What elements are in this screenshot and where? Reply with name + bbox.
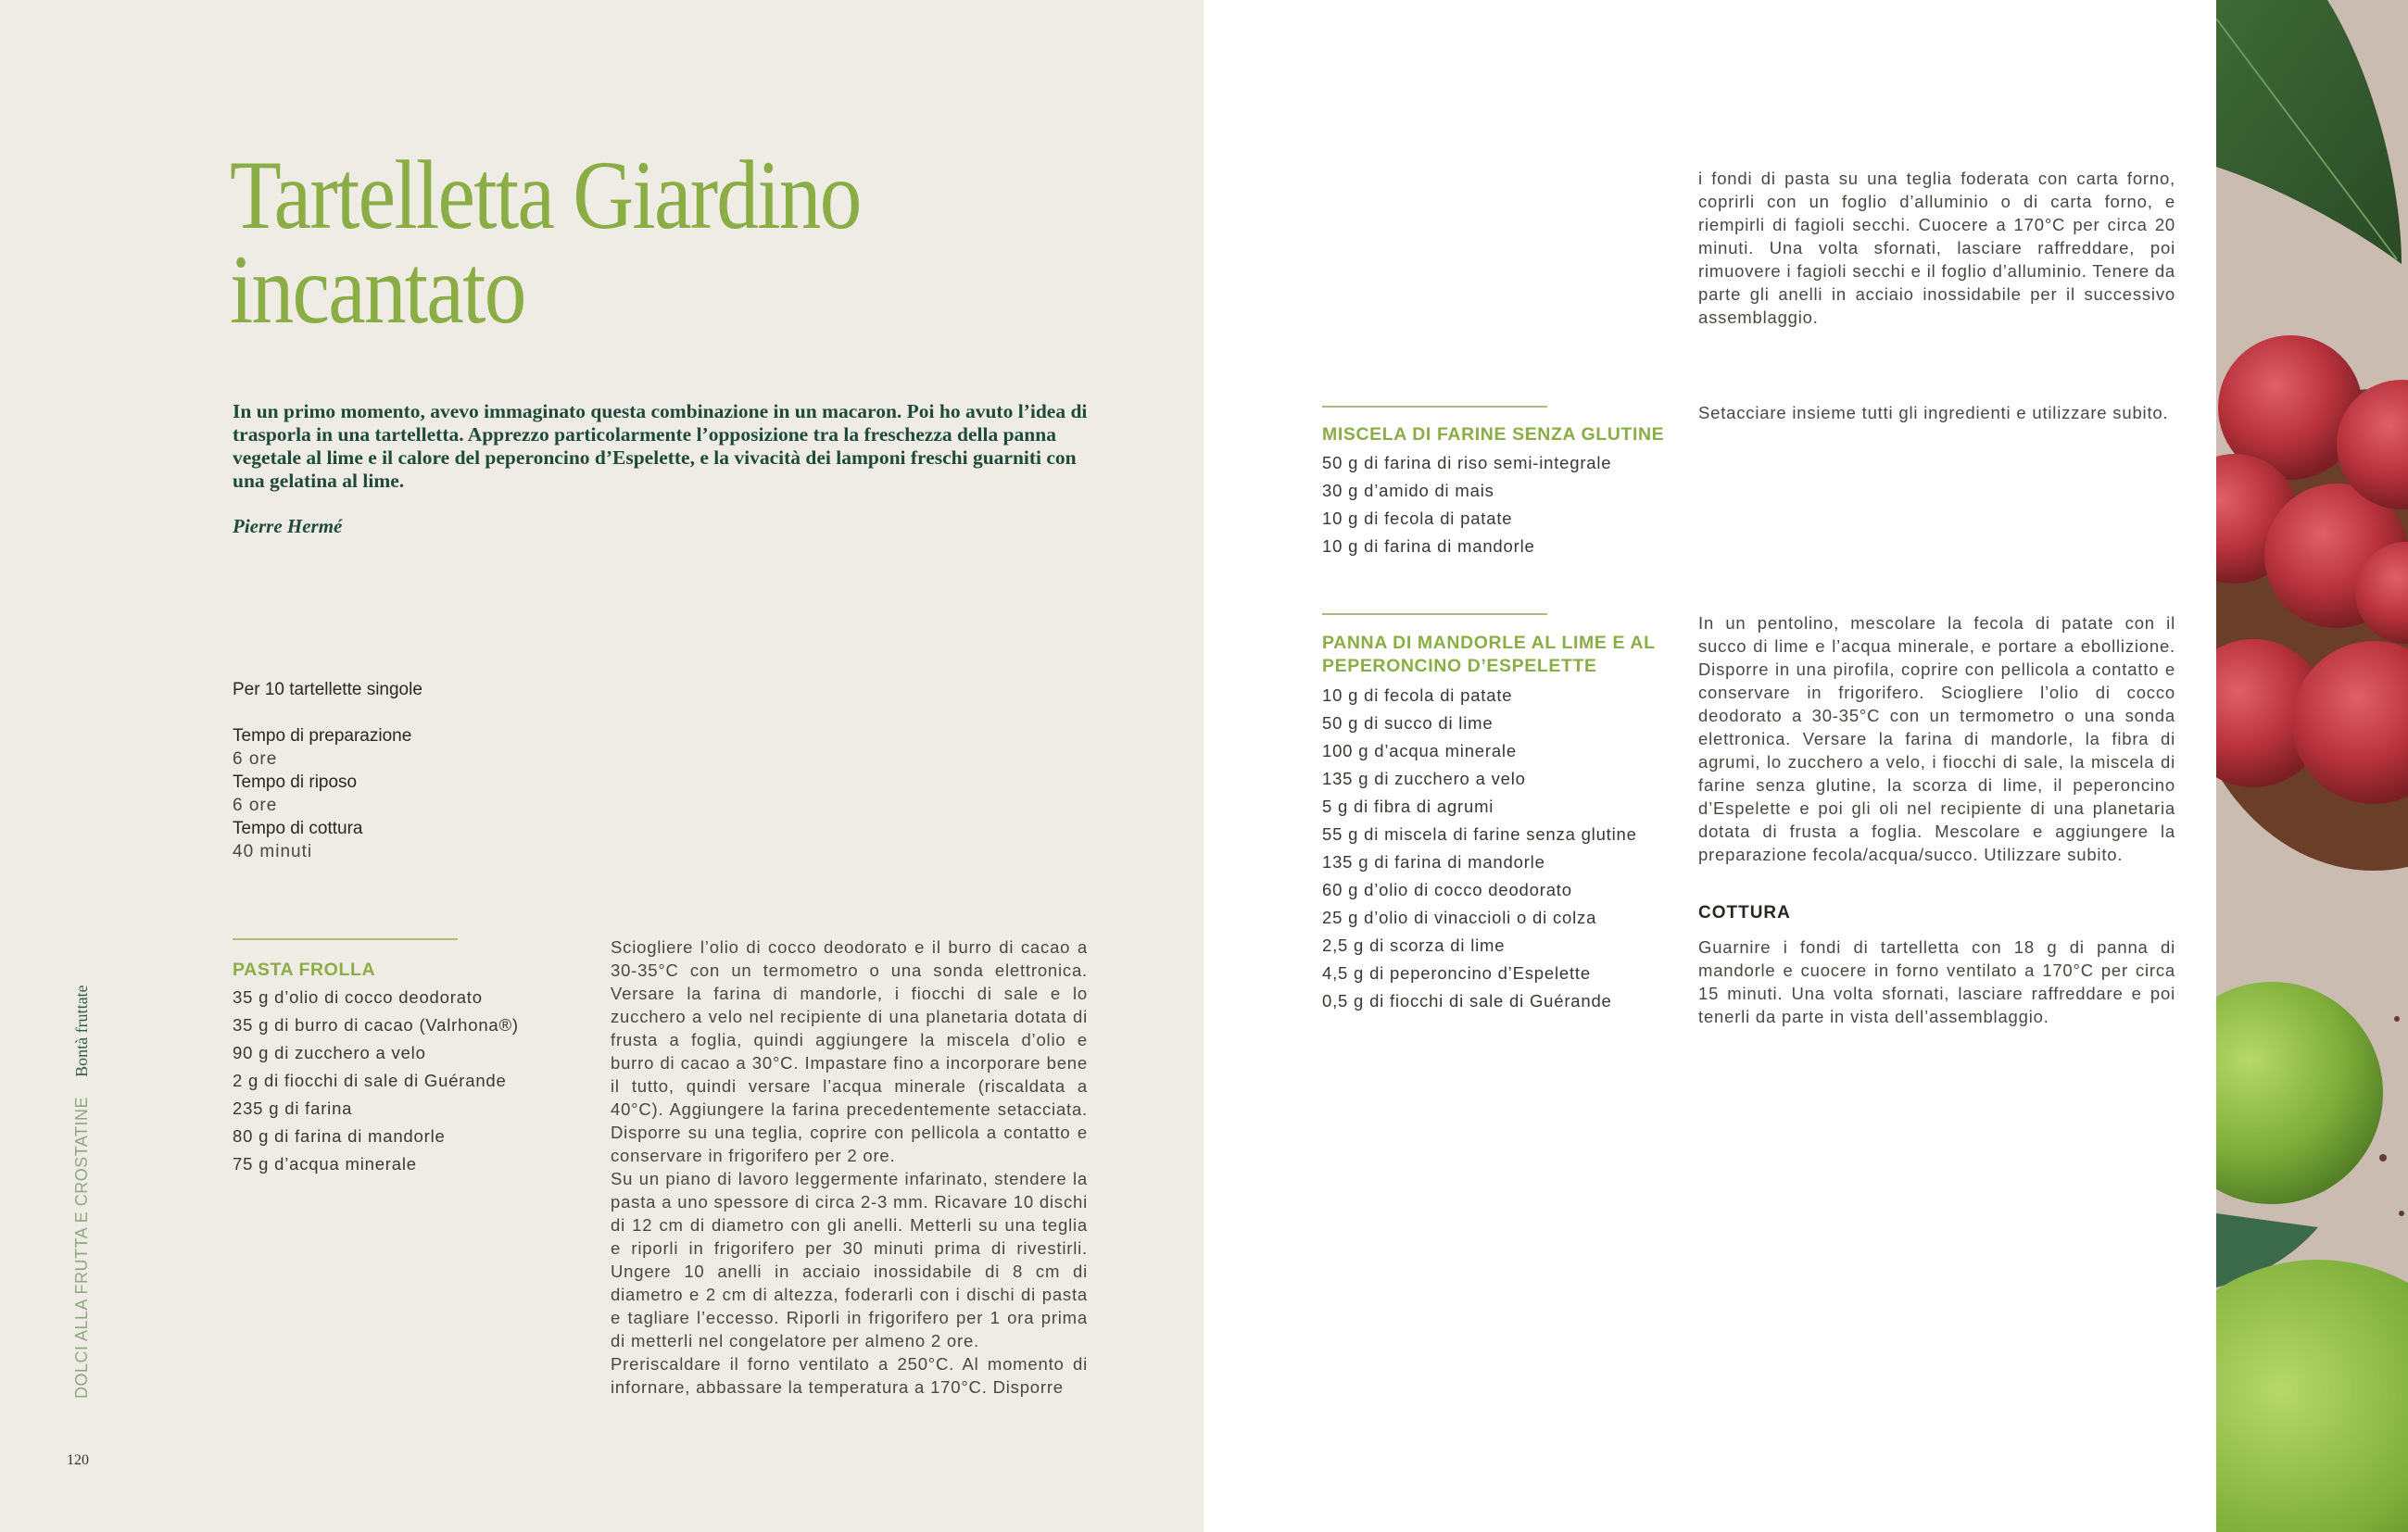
time-value: 40 minuti — [233, 842, 313, 861]
section-divider — [1322, 613, 1547, 615]
time-value: 6 ore — [233, 749, 278, 769]
ingredient: 2,5 g di scorza di lime — [1322, 936, 1506, 955]
time-label: Tempo di cottura — [233, 819, 363, 838]
ingredient: 10 g di fecola di patate — [1322, 685, 1513, 705]
ingredient-list-panna — [1322, 682, 1637, 1015]
method-pasta-frolla — [611, 936, 1088, 1399]
ingredient: 55 g di miscela di farine senza glutine — [1322, 824, 1637, 844]
method-paragraph: Su un piano di lavoro leggermente infarinato, stendere la pasta a uno spessore di circa 2-3 mm. Ricavare 10 dischi di 12 cm di diametro con gli anelli. Metterli su una teglia e riporli in frigorifero per 30 minuti prima di rivestirli. Ungere 10 anelli in acciaio inossidabile di 8 cm di diametro e 2 cm di altezza, foderarli con i dischi di pasta e tagliare l’eccesso. Riporli in frigorifero per 1 ora prima di metterli nel congelatore per almeno 2 ore. — [611, 1169, 1088, 1350]
method-paragraph: In un pentolino, mescolare la fecola di patate con il succo di lime e l’acqua minerale, e portare a ebollizione. Disporre in una pirofila, coprire con pellicola a contatto e conservare in frigorifero. Sciogliere l’olio di cocco deodorato a 30-35°C con un termometro o una sonda elettronica. Versare la farina di mandorle, la fibra di agrumi, lo zucchero a velo, i fiocchi di sale, la miscela di farine senza glutine, la scorza di lime, il peperoncino d’Espelette e poi gli oli nel recipiente di una planetaria dotata di frusta a foglia. Mescolare e aggiungere la preparazione fecola/acqua/succo. Utilizzare subito. — [1698, 613, 2175, 864]
ingredient: 10 g di fecola di patate — [1322, 509, 1513, 528]
yield: Per 10 tartellette singole — [233, 680, 422, 699]
section-title-line: PANNA DI MANDORLE AL LIME E AL — [1322, 633, 1656, 653]
recipe-title — [230, 141, 861, 344]
ingredient: 2 g di fiocchi di sale di Guérande — [233, 1071, 507, 1090]
ingredient: 60 g d’olio di cocco deodorato — [1322, 880, 1572, 899]
ingredient: 35 g di burro di cacao (Valrhona®) — [233, 1015, 519, 1035]
time-label: Tempo di preparazione — [233, 726, 412, 746]
method-continued — [1698, 167, 2175, 329]
ingredient: 75 g d’acqua minerale — [233, 1154, 417, 1174]
ingredient: 10 g di farina di mandorle — [1322, 536, 1535, 556]
right-page — [1204, 0, 2216, 1532]
section-title-panna — [1322, 632, 1656, 678]
ingredient: 25 g d’olio di vinaccioli o di colza — [1322, 908, 1597, 927]
method-cottura — [1698, 936, 2175, 1028]
page-number: 120 — [67, 1452, 89, 1468]
raspberry-lime-tart-photo — [2216, 0, 2408, 1532]
chapter-name: DOLCI ALLA FRUTTA E CROSTATINE — [72, 1096, 91, 1399]
method-paragraph: Sciogliere l’olio di cocco deodorato e il burro di cacao a 30-35°C con un termometro o una sonda elettronica. Versare la farina di mandorle, i fiocchi di sale e lo zucchero a velo nel recipiente di una planetaria dotata di frusta a foglia, quindi aggiungere la miscela d’olio e burro di cacao a 30°C. Impastare fino a incorporare bene il tutto, quindi versare l’acqua minerale (riscaldata a 40°C). Aggiungere la farina precedentemente setacciata. Disporre su una teglia, coprire con pellicola a contatto e conservare in frigorifero per 2 ore. — [611, 937, 1088, 1165]
ingredient: 135 g di farina di mandorle — [1322, 852, 1545, 872]
method-miscela — [1698, 401, 2175, 424]
method-panna — [1698, 611, 2175, 866]
title-line-1: Tartelletta Giardino — [230, 141, 861, 249]
ingredient: 5 g di fibra di agrumi — [1322, 797, 1494, 816]
section-title-line: PEPERONCINO D’ESPELETTE — [1322, 656, 1597, 676]
title-line-2: incantato — [230, 235, 525, 344]
intro-paragraph: In un primo momento, avevo immaginato questa combinazione in un macaron. Poi ho avuto l’idea di trasporla in una tartelletta. Apprezzo particolarmente l’opposizione tra la freschezza della panna vegetale al lime e il calore del peperoncino d’Espelette, e la vivacità dei lamponi freschi guarniti con una gelatina al lime. — [233, 400, 1088, 492]
ingredient: 50 g di farina di riso semi-integrale — [1322, 453, 1612, 472]
cottura-title: COTTURA — [1698, 903, 1791, 923]
method-paragraph: i fondi di pasta su una teglia foderata con carta forno, coprirli con un foglio d’alluminio o di carta forno, e riempirli di fagioli secchi. Cuocere a 170°C per circa 20 minuti. Una volta sfornati, lasciare raffreddare, poi rimuovere i fagioli secchi e il foglio d’alluminio. Tenere da parte gli anelli in acciaio inossidabile per il successivo assemblaggio. — [1698, 169, 2175, 327]
section-title-pasta-frolla: PASTA FROLLA — [233, 960, 376, 980]
running-head — [72, 985, 92, 1399]
section-divider — [233, 938, 458, 940]
recipe-photo — [2216, 0, 2408, 1532]
ingredient: 4,5 g di peperoncino d’Espelette — [1322, 963, 1591, 983]
method-paragraph: Setacciare insieme tutti gli ingredienti e utilizzare subito. — [1698, 403, 2169, 422]
method-paragraph: Guarnire i fondi di tartelletta con 18 g di panna di mandorle e cuocere in forno ventilato a 170°C per circa 15 minuti. Una volta sfornati, lasciare raffreddare e poi tenerli da parte in vista dell’assemblaggio. — [1698, 937, 2175, 1026]
ingredient: 90 g di zucchero a velo — [233, 1043, 426, 1062]
section-title-miscela: MISCELA DI FARINE SENZA GLUTINE — [1322, 424, 1665, 445]
ingredient: 30 g d’amido di mais — [1322, 481, 1494, 500]
ingredient-list-pasta-frolla — [233, 984, 519, 1178]
time-value: 6 ore — [233, 796, 278, 815]
method-paragraph: Preriscaldare il forno ventilato a 250°C. Al momento di infornare, abbassare la temperatura a 170°C. Disporre — [611, 1354, 1088, 1397]
ingredient: 100 g d’acqua minerale — [1322, 741, 1517, 760]
section-name: Bontà fruttate — [72, 985, 91, 1077]
ingredient: 35 g d’olio di cocco deodorato — [233, 987, 483, 1007]
ingredient: 235 g di farina — [233, 1099, 353, 1118]
author-signature: Pierre Hermé — [233, 515, 343, 537]
ingredient: 80 g di farina di mandorle — [233, 1126, 446, 1146]
ingredient: 50 g di succo di lime — [1322, 713, 1494, 733]
section-divider — [1322, 406, 1547, 408]
ingredient: 0,5 g di fiocchi di sale di Guérande — [1322, 991, 1612, 1011]
ingredient: 135 g di zucchero a velo — [1322, 769, 1526, 788]
recipe-meta — [233, 678, 422, 863]
time-label: Tempo di riposo — [233, 772, 358, 792]
ingredient-list-miscela — [1322, 449, 1611, 560]
